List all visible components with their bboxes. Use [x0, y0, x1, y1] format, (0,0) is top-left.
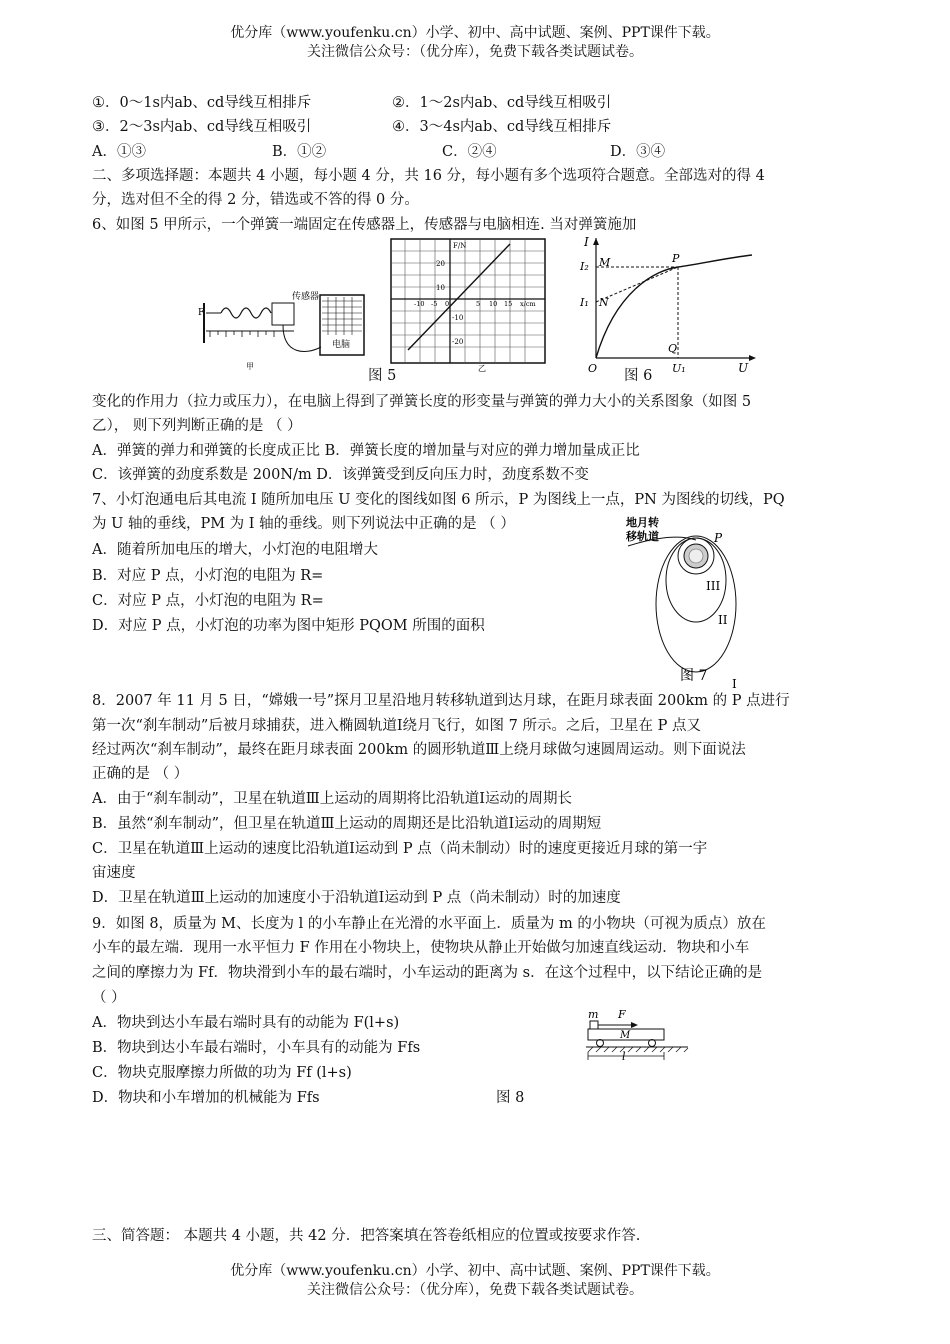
q5-choice-c: C．②④: [442, 144, 497, 160]
fig8-F-label: F: [618, 1008, 626, 1021]
q9-opt-b: B．物块到达小车最右端时，小车具有的动能为 Ffs: [92, 1040, 421, 1056]
q9-stem4: （ ）: [92, 990, 126, 1006]
q8-opt-c2: 宙速度: [92, 865, 136, 881]
figure-7: [622, 512, 762, 692]
fig6-U1-label: U₁: [672, 362, 686, 375]
fig5-sensor-label: 传感器: [292, 292, 320, 302]
fig6-O-label: O: [588, 362, 598, 375]
fig5-tick-x: 5: [476, 300, 481, 308]
fig5-caption: 图 5: [368, 368, 397, 384]
fig5-jia-label: 甲: [246, 362, 254, 371]
q8-stem4: 正确的是 （ ）: [92, 766, 189, 782]
fig7-label-2: 移轨道: [626, 530, 659, 543]
figure-6: [576, 230, 762, 390]
q8-opt-b: B．虽然“刹车制动”，但卫星在轨道Ⅲ上运动的周期还是比沿轨道Ⅰ运动的周期短: [92, 816, 602, 832]
q6-opt-ab: A．弹簧的弹力和弹簧的长度成正比 B．弹簧长度的增加量与对应的弹力增加量成正比: [92, 443, 640, 459]
q7-opt-d: D．对应 P 点，小灯泡的功率为图中矩形 PQOM 所围的面积: [92, 618, 485, 634]
fig6-Q-label: Q: [668, 342, 678, 355]
q6-stem1: 6、如图 5 甲所示，一个弹簧一端固定在传感器上，传感器与电脑相连. 当对弹簧施加: [92, 217, 637, 233]
q6-stem3: 乙）， 则下列判断正确的是 （ ）: [92, 418, 302, 434]
fig7-II-label: II: [718, 613, 728, 627]
fig8-m-label: m: [588, 1008, 599, 1021]
footer-line-1: 优分库（www.youfenku.cn）小学、初中、高中试题、案例、PPT课件下载。: [230, 1263, 720, 1279]
figure-5-graph: [390, 238, 546, 372]
q9-opt-a: A．物块到达小车最右端时具有的动能为 F(l+s): [92, 1015, 400, 1031]
q8-stem2: 第一次“刹车制动”后被月球捕获，进入椭圆轨道Ⅰ绕月飞行，如图 7 所示。之后，卫星在 P 点又: [92, 718, 701, 734]
q5-choice-a: A．①③: [92, 144, 146, 160]
fig5-computer-label: 电脑: [332, 340, 351, 350]
q5-choice-d: D．③④: [610, 144, 666, 160]
header-line-1: 优分库（www.youfenku.cn）小学、初中、高中试题、案例、PPT课件下载。: [230, 25, 720, 41]
q7-opt-a: A．随着所加电压的增大，小灯泡的电阻增大: [92, 542, 378, 558]
fig8-M-label: M: [620, 1030, 631, 1041]
fig5-tick-y: 20: [436, 260, 445, 268]
fig5-yi-label: 乙: [478, 364, 486, 372]
q8-stem3: 经过两次“刹车制动”，最终在距月球表面 200km 的圆形轨道Ⅲ上绕月球做匀速圆周运动。则下面说法: [92, 742, 746, 758]
q6-opt-cd: C．该弹簧的劲度系数是 200N/m D．该弹簧受到反向压力时，劲度系数不变: [92, 467, 589, 483]
q8-opt-a: A．由于“刹车制动”，卫星在轨道Ⅲ上运动的周期将比沿轨道Ⅰ运动的周期长: [92, 791, 573, 807]
q7-stem2: 为 U 轴的垂线，PM 为 I 轴的垂线。则下列说法中正确的是 （ ）: [92, 516, 515, 532]
q7-opt-b: B．对应 P 点，小灯泡的电阻为 R=: [92, 568, 324, 584]
q5-choice-b: B．①②: [272, 144, 327, 160]
section2-line1: 二、多项选择题：本题共 4 小题，每小题 4 分，共 16 分，每小题有多个选项符合题意。全部选对的得 4: [92, 168, 765, 184]
fig7-P-label: P: [714, 531, 723, 545]
fig6-N-label: N: [599, 296, 609, 309]
q5-opt1: ①．0～1s内ab、cd导线互相排斥: [92, 95, 312, 111]
q9-stem1: 9．如图 8，质量为 M、长度为 l 的小车静止在光滑的水平面上．质量为 m 的小物块（可视为质点）放在: [92, 916, 766, 932]
q9-opt-c: C．物块克服摩擦力所做的功为 Ff (l+s): [92, 1065, 352, 1081]
fig5-x-axis-label: x/cm: [520, 300, 536, 308]
fig7-III-label: III: [706, 579, 721, 593]
q7-opt-c: C．对应 P 点，小灯泡的电阻为 R=: [92, 593, 324, 609]
fig8-l-label: l: [622, 1050, 626, 1062]
q8-stem1: 8．2007 年 11 月 5 日，“嫦娥一号”探月卫星沿地月转移轨道到达月球，在距月球表面 200km 的 P 点进行: [92, 693, 790, 709]
section2-line2: 分，选对但不全的得 2 分，错选或不答的得 0 分。: [92, 192, 419, 208]
fig5-tick-y: 10: [436, 284, 445, 292]
q9-stem3: 之间的摩擦力为 Ff．物块滑到小车的最右端时，小车运动的距离为 s．在这个过程中，以下结论正确的是: [92, 965, 763, 981]
fig6-U-label: U: [738, 361, 749, 375]
q8-opt-d: D．卫星在轨道Ⅲ上运动的加速度小于沿轨道Ⅰ运动到 P 点（尚未制动）时的加速度: [92, 890, 621, 906]
fig5-tick-x: -10: [414, 300, 425, 308]
figure-8: [584, 1006, 690, 1062]
q5-opt2: ②．1～2s内ab、cd导线互相吸引: [392, 95, 612, 111]
footer-line-2: 关注微信公众号：（优分库），免费下载各类试题试卷。: [307, 1282, 643, 1298]
fig5-tick-y: -10: [452, 314, 464, 322]
q7-stem1: 7、小灯泡通电后其电流 I 随所加电压 U 变化的图线如图 6 所示，P 为图线上一点，PN 为图线的切线，PQ: [92, 492, 785, 508]
fig5-y-axis-label: F/N: [453, 242, 467, 250]
fig5-tick-x: 15: [504, 300, 513, 308]
fig7-caption: 图 7: [680, 668, 708, 684]
fig6-M-label: M: [599, 256, 611, 269]
fig5-force-label: F: [198, 308, 205, 318]
section3-line: 三、简答题： 本题共 4 小题，共 42 分．把答案填在答卷纸相应的位置或按要求作答.: [92, 1228, 641, 1244]
fig8-caption: 图 8: [496, 1090, 525, 1106]
fig5-tick-x: 0: [445, 300, 450, 308]
fig6-P-label: P: [672, 252, 680, 265]
q5-opt3: ③．2～3s内ab、cd导线互相吸引: [92, 119, 312, 135]
q9-opt-d: D．物块和小车增加的机械能为 Ffs: [92, 1090, 320, 1106]
fig6-I2-label: I₂: [580, 260, 589, 273]
fig5-tick-x: 10: [489, 300, 498, 308]
fig6-I-label: I: [584, 235, 589, 249]
fig6-caption: 图 6: [624, 368, 653, 384]
q8-opt-c1: C．卫星在轨道Ⅲ上运动的速度比沿轨道Ⅰ运动到 P 点（尚未制动）时的速度更接近月球的第一宇: [92, 841, 708, 857]
header-line-2: 关注微信公众号：（优分库），免费下载各类试题试卷。: [307, 44, 643, 60]
fig5-tick-y: -20: [452, 338, 464, 346]
q5-opt4: ④．3～4s内ab、cd导线互相排斥: [392, 119, 612, 135]
q9-stem2: 小车的最左端．现用一水平恒力 F 作用在小物块上，使物块从静止开始做匀加速直线运动．物块和小车: [92, 940, 750, 956]
fig7-I-label: I: [732, 677, 737, 691]
figure-5-apparatus: [196, 285, 376, 375]
q6-stem2: 变化的作用力（拉力或压力），在电脑上得到了弹簧长度的形变量与弹簧的弹力大小的关系图象（如图 5: [92, 394, 752, 410]
fig5-tick-x: -5: [431, 300, 438, 308]
fig7-label-1: 地月转: [626, 516, 659, 529]
fig6-I1-label: I₁: [580, 296, 589, 309]
